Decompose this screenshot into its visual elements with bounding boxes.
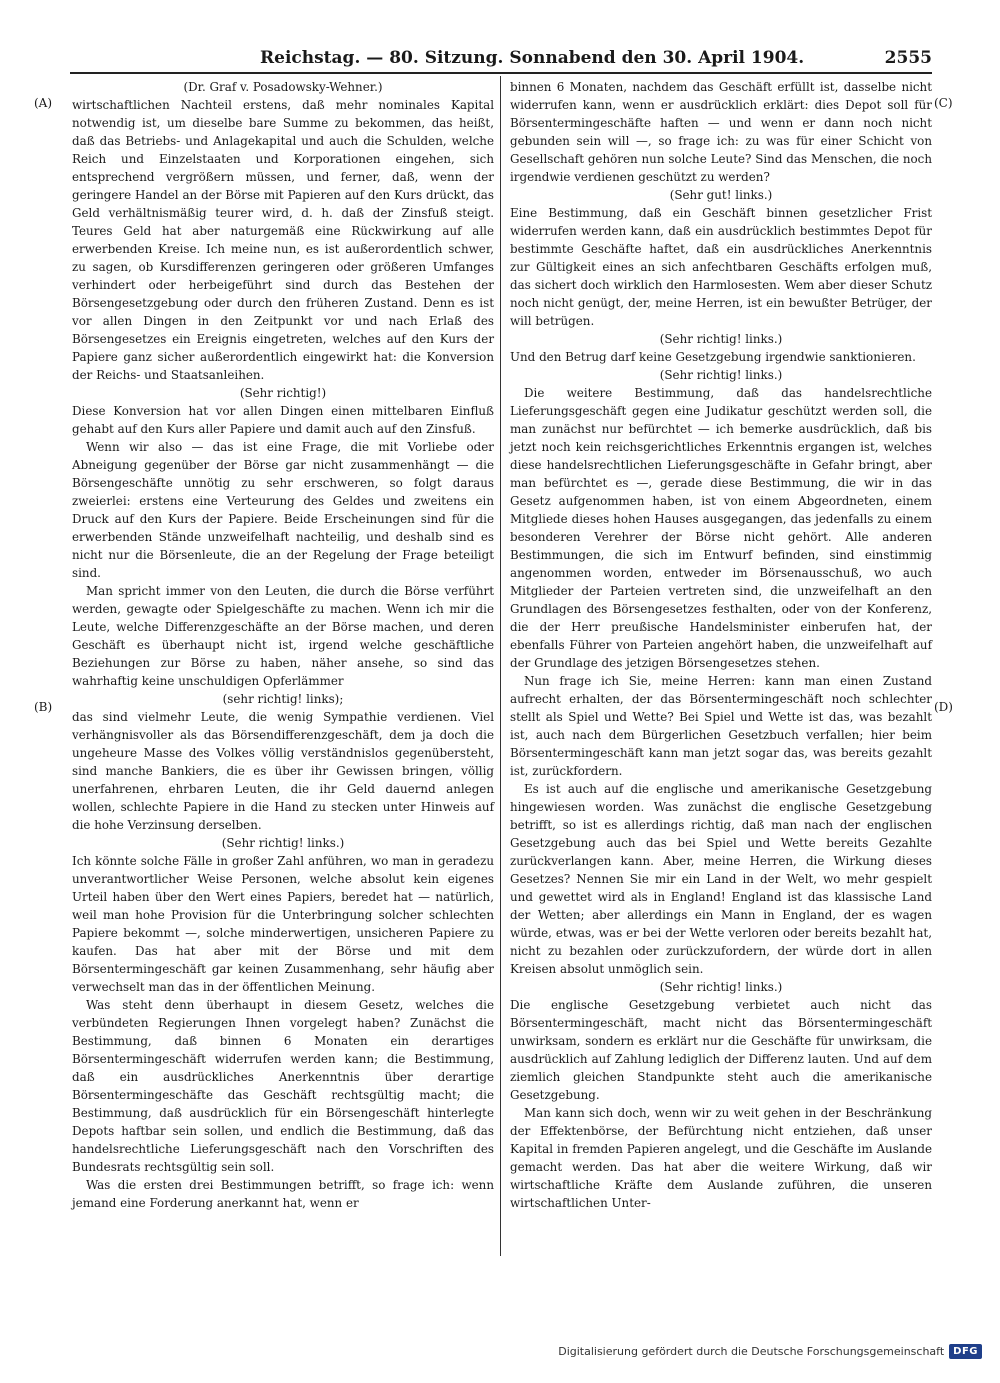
interjection: (sehr richtig! links); [222, 692, 344, 706]
paragraph: Was die ersten drei Bestimmungen betrifft, so frage ich: wenn jemand eine Forderung anerkannt hat, wenn er [72, 1178, 494, 1210]
header-rule [70, 72, 932, 74]
paragraph: Die weitere Bestimmung, daß das handelsrechtliche Lieferungsgeschäft gegen eine Judikatur geschützt werden soll, die man zunächst nur befürchtet — ich bemerke ausdrücklich, daß bis jetzt noch kein reichsgerichtliches Erkenntnis ergangen ist, welches diese handelsrechtlichen Lieferungsgeschäfte in Gefahr bringt, aber man befürchtet es —, gerade diese Bestimmung, die wir in das Gesetz aufgenommen haben, ist von einem Abgeordneten, einem Mitgliede dieses hohen Hauses ausgegangen, das jedenfalls zu einem besonderen Verehrer der Börse nicht gehört. Alle anderen Bestimmungen, die sich im Entwurf befinden, sind einstimmig angenommen worden, entweder im Börsenausschuß, wo auch Mitglieder der Parteien vertreten sind, die unzweifelhaft an den Grundlagen des Börsengesetzes festhalten, oder von der Konferenz, die der Herr preußische Handelsminister einberufen hat, der ebenfalls Führer von Parteien angehört haben, die unzweifelhaft auf der Grundlage des jetzigen Börsengesetzes stehen. [510, 386, 932, 670]
paragraph: binnen 6 Monaten, nachdem das Geschäft erfüllt ist, dasselbe nicht widerrufen kann, wenn er ausdrücklich erklärt: dies Depot soll für Börsentermingeschäfte haften — und wenn er dann noch nicht gebunden sein will —, so frage ich: zu was für einer Schicht von Gesellschaft gehören nun solche Leute? Sind das Menschen, die noch irgendwie verdienen geschützt zu werden? [510, 80, 932, 184]
paragraph: Man spricht immer von den Leuten, die durch die Börse verführt werden, gewagte oder Spielgeschäfte zu machen. Wenn ich mir die Leute, welche Differenzgeschäfte an der Börse machen, und deren Geschäft es überhaupt nicht ist, irgend welche geschäftliche Beziehungen zur Börse zu haben, näher ansehe, so sind das wahrhaftig keine unschuldigen Opferlämmer [72, 584, 494, 688]
speaker-line: (Dr. Graf v. Posadowsky-Wehner.) [183, 80, 383, 94]
interjection: (Sehr richtig! links.) [659, 368, 783, 382]
page-number: 2555 [884, 48, 932, 68]
paragraph: Eine Bestimmung, daß ein Geschäft binnen gesetzlicher Frist widerrufen werden kann, daß ein ausdrücklich bestimmtes Depot für bestimmte Geschäfte haftet, daß ein ausdrückliches Anerkenntnis zur Gültigkeit eines an sich anfechtbaren Geschäfts erfolgen muß, das sichert doch wirklich den Harmlosesten. Wem aber dieser Schutz noch nicht genügt, der, meine Herren, ist ein bewußter Betrüger, der will betrügen. [510, 206, 932, 328]
interjection: (Sehr richtig! links.) [221, 836, 345, 850]
paragraph: Wenn wir also — das ist eine Frage, die mit Vorliebe oder Abneigung gegenüber der Börse gar nicht zusammenhängt — die Börsengeschäfte unnötig zu sehr erschweren, so folgt daraus zweierlei: erstens eine Verteurung des Geldes und zweitens ein Druck auf den Kurs der Papiere. Beide Erscheinungen sind für die erwerbenden Stände unzweifelhaft nachteilig, und deshalb sind es nicht nur die Börsenleute, die an der Regelung der Frage beteiligt sind. [72, 440, 494, 580]
page-header [70, 44, 932, 72]
margin-mark-a: (A) [34, 96, 53, 110]
footer-text: Digitalisierung gefördert durch die Deutsche Forschungsgemeinschaft [558, 1344, 945, 1358]
paragraph: Diese Konversion hat vor allen Dingen einen mittelbaren Einfluß gehabt auf den Kurs aller Papiere und damit auch auf den Zinsfuß. [72, 404, 494, 436]
margin-mark-c: (C) [934, 96, 953, 110]
paragraph: Die englische Gesetzgebung verbietet auch nicht das Börsentermingeschäft, macht nicht das Börsentermingeschäft unwirksam, sondern es erklärt nur die Geschäfte für unwirksam, die ausdrücklich auf Zahlung lediglich der Differenz lauten. Und auf dem ziemlich gleichen Standpunkte steht auch die amerikanische Gesetzgebung. [510, 998, 932, 1102]
interjection: (Sehr richtig! links.) [659, 332, 783, 346]
interjection: (Sehr richtig!) [239, 386, 327, 400]
column-divider [500, 76, 501, 1256]
margin-mark-b: (B) [34, 700, 53, 714]
digitization-footer [558, 1341, 982, 1361]
interjection: (Sehr richtig! links.) [659, 980, 783, 994]
paragraph: wirtschaftlichen Nachteil erstens, daß mehr nominales Kapital notwendig ist, um dieselbe bare Summe zu bekommen, das heißt, daß das Betriebs- und Anlagekapital und auch die Schulden, welche Reich und Einzelstaaten und Korporationen eingehen, sich entsprechend vergrößern müssen, und ferner, daß, wenn der geringere Handel an der Börse mit Papieren auf den Kurs drückt, das Geld verhältnismäßig teurer wird, d. h. daß der Zinsfuß steigt. Teures Geld hat aber naturgemäß eine Rückwirkung auf alle erwerbenden Kreise. Ich meine nun, es ist außerordentlich schwer, zu sagen, ob Kursdifferenzen geringeren oder größeren Umfanges verhindert oder herbeigeführt sind durch das Bestehen der Börsengesetzgebung oder durch den früheren Zustand. Denn es ist vor allen Dingen in den Zeitpunkt vor und nach Erlaß des Börsengesetzes ein Ereignis eingetreten, welches auf den Kurs der Papiere ganz sicher außerordentlich eingewirkt hat: die Konversion der Reichs- und Staatsanleihen. [72, 98, 494, 382]
interjection: (Sehr gut! links.) [669, 188, 773, 202]
header-title: Reichstag. — 80. Sitzung. Sonnabend den 30. April 1904. [260, 48, 805, 68]
left-column [72, 78, 494, 1212]
paragraph: Was steht denn überhaupt in diesem Gesetz, welches die verbündeten Regierungen Ihnen vorgelegt haben? Zunächst die Bestimmung, daß binnen 6 Monaten ein derartiges Börsentermingeschäft widerrufen werden kann; die Bestimmung, daß ein ausdrückliches Anerkenntnis über derartige Börsentermingeschäfte das Geschäft rechtsgültig macht; die Bestimmung, daß ausdrücklich für ein Börsengeschäft hinterlegte Depots haftbar sein sollen, und endlich die Bestimmung, daß das handelsrechtliche Lieferungsgeschäft nach den Vorschriften des Bundesrats rechtsgültig sein soll. [72, 998, 494, 1174]
paragraph: das sind vielmehr Leute, die wenig Sympathie verdienen. Viel verhängnisvoller als das Börsendifferenzgeschäft, dem ja doch die ungeheure Masse des Volkes völlig verständnislos gegenübersteht, sind manche Bankiers, die es über ihr Gewissen bringen, völlig unerfahrenen, ehrbaren Leuten, die ihr Geld dauernd anlegen wollen, schlechte Papiere in die Hand zu stecken unter Hinweis auf die hohe Verzinsung derselben. [72, 710, 494, 832]
paragraph: Es ist auch auf die englische und amerikanische Gesetzgebung hingewiesen worden. Was zunächst die englische Gesetzgebung betrifft, so ist es allerdings richtig, daß man nach der englischen Gesetzgebung auch das bei Spiel und Wette bereits Gezahlte zurückverlangen kann. Aber, meine Herren, die Wirkung dieses Gesetzes? Nennen Sie mir ein Land in der Welt, wo mehr gespielt und gewettet wird als in England! England ist das klassische Land der Wetten; aber allerdings ein Mann in England, der es wagen würde, etwas, was er bei der Wette verloren oder bereits bezahlt hat, nicht zu bezahlen oder zurückzufordern, der würde dort in allen Kreisen absolut unmöglich sein. [510, 782, 932, 976]
paragraph: Ich könnte solche Fälle in großer Zahl anführen, wo man in geradezu unverantwortlicher Weise Personen, welche absolut kein eigenes Urteil haben über den Wert eines Papiers, beredet hat — natürlich, weil man hohe Provision für die Unterbringung solcher schlechten Papiere bekommt —, solche minderwertigen, unsicheren Papiere zu kaufen. Das hat aber mit der Börse und mit dem Börsentermingeschäft gar keinen Zusammenhang, sehr häufig aber verwechselt man das in der öffentlichen Meinung. [72, 854, 494, 994]
paragraph: Man kann sich doch, wenn wir zu weit gehen in der Beschränkung der Effektenbörse, der Befürchtung nicht entziehen, daß unser Kapital in fremden Papieren angelegt, und die Geschäfte im Auslande gemacht werden. Das hat aber die weitere Wirkung, daß wir wirtschaftliche Kräfte dem Auslande zuführen, die unseren wirtschaftlichen Unter- [510, 1106, 932, 1210]
paragraph: Und den Betrug darf keine Gesetzgebung irgendwie sanktionieren. [510, 350, 916, 364]
right-column [510, 78, 932, 1212]
paragraph: Nun frage ich Sie, meine Herren: kann man einen Zustand aufrecht erhalten, der das Börsentermingeschäft noch schlechter stellt als Spiel und Wette? Bei Spiel und Wette ist das, was bezahlt ist, auch nach dem Bürgerlichen Gesetzbuch verfallen; hier beim Börsentermingeschäft kann man jetzt sogar das, was bereits gezahlt ist, zurückfordern. [510, 674, 932, 778]
dfg-logo: DFG [949, 1344, 982, 1359]
margin-mark-d: (D) [934, 700, 953, 714]
